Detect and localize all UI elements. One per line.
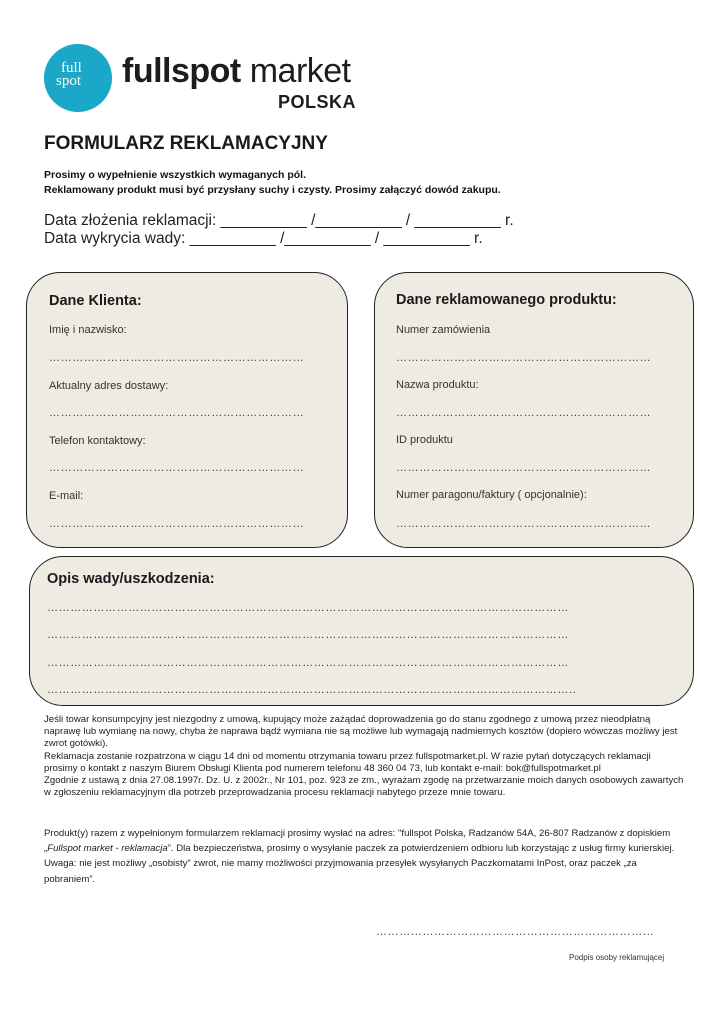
order-number-label: Numer zamówienia [396,324,491,336]
signature-label: Podpis osoby reklamującej [569,953,665,962]
product-data-panel [374,272,694,548]
client-address-field[interactable]: ………………………………………………………… [49,407,305,419]
brand-name-bold: fullspot [122,52,241,90]
client-panel-heading: Dane Klienta: [49,293,142,309]
warranty-note: Jeśli towar konsumpcyjny jest niezgodny z umową, kupujący może zażądać doprowadzenia go do stanu zgodnego z umową przez nieodpłatną naprawę lub wymianę na nowy, chyba że naprawa bądź wymiana nie są możliwe lub wymagają nadmiernych kosztów (dopiero wówczas możliwy jest zwrot gotówki). [44,714,678,750]
address-text-part2: ”. Dla bezpieczeństwa, prosimy o wysyłanie paczek za potwierdzeniem odbioru lub korzystając z usług firmy kurierskiej. Uwaga: nie jest możliwy „osobisty” zwrot, nie mamy możliwości przyjmowania przesyłek wysyłanych Paczkomatami InPost, oraz paczek „za pobraniem”. [44,843,675,885]
logo-text-full: full [61,60,82,76]
legal-notes [44,714,684,799]
defect-description-panel [29,556,694,706]
address-text-part1: Produkt(y) razem z wypełnionym formularzem reklamacji prosimy wysłać na adres: "fullspot Polska, Radzanów 54A, 26-807 Radzanów z dopiskiem „ [44,828,671,855]
client-email-field[interactable]: ………………………………………………………… [49,518,305,530]
client-phone-field[interactable]: ………………………………………………………… [49,462,305,474]
defect-date-field[interactable]: Data wykrycia wady: __________ /__________ / __________ r. [44,230,483,247]
defect-description-line[interactable]: ……………………………………………………………………………………………………………………….. [47,684,577,696]
brand-name-light: market [240,52,351,90]
defect-description-line[interactable]: ……………………………………………………………………………………………………………………… [47,629,569,641]
client-email-label: E-mail: [49,490,84,502]
product-id-field[interactable]: ………………………………………………………… [396,462,652,474]
address-italic-label: Fullspot market - reklamacja [47,843,168,855]
product-panel-heading: Dane reklamowanego produktu: [396,292,617,308]
gdpr-consent-note: Zgodnie z ustawą z dnia 27.08.1997r. Dz. U. z 2002r., Nr 101, poz. 923 ze zm., wyrażam zgodę na przetwarzanie moich danych osobowych zawartych w zgłoszeniu reklamacyjnym dla potrzeb przeprowadzania procesu reklamacji nabytego przeze mnie towaru. [44,775,684,799]
brand-logo-circle [44,44,112,112]
processing-note: Reklamacja zostanie rozpatrzona w ciągu 14 dni od momentu otrzymania towaru przez fullspotmarket.pl. W razie pytań dotyczących reklamacji prosimy o kontakt z naszym Biurem Obsługi Klienta pod numerem telefonu 48 360 04 73, lub kontakt e-mail: bok@fullspotmarket.pl [44,750,651,774]
client-name-field[interactable]: ………………………………………………………… [49,352,305,364]
product-id-label: ID produktu [396,434,453,446]
client-data-panel [26,272,348,548]
logo-text-spot: spot [56,73,82,89]
defect-description-line[interactable]: ……………………………………………………………………………………………………………………… [47,602,569,614]
order-number-field[interactable]: ………………………………………………………… [396,352,652,364]
client-address-label: Aktualny adres dostawy: [49,380,169,392]
product-name-label: Nazwa produktu: [396,379,479,391]
defect-description-line[interactable]: ……………………………………………………………………………………………………………………… [47,657,569,669]
client-name-label: Imię i nazwisko: [49,324,127,336]
intro-line-2: Reklamowany produkt musi być przysłany suchy i czysty. Prosimy załączyć dowód zakupu. [44,184,501,196]
product-name-field[interactable]: ………………………………………………………… [396,407,652,419]
complaint-date-field[interactable]: Data złożenia reklamacji: __________ /__________ / __________ r. [44,212,514,229]
receipt-number-label: Numer paragonu/faktury ( opcjonalnie): [396,489,587,501]
defect-panel-heading: Opis wady/uszkodzenia: [47,571,215,587]
brand-country: POLSKA [278,92,357,112]
shipping-address-note [44,826,684,887]
form-title: FORMULARZ REKLAMACYJNY [44,133,328,154]
receipt-number-field[interactable]: ………………………………………………………… [396,518,652,530]
client-phone-label: Telefon kontaktowy: [49,435,146,447]
intro-line-1: Prosimy o wypełnienie wszystkich wymaganych pól. [44,169,307,181]
brand-name [122,52,351,91]
form-intro [44,168,501,198]
signature-field[interactable]: ……………………………………………………………… [376,926,655,938]
